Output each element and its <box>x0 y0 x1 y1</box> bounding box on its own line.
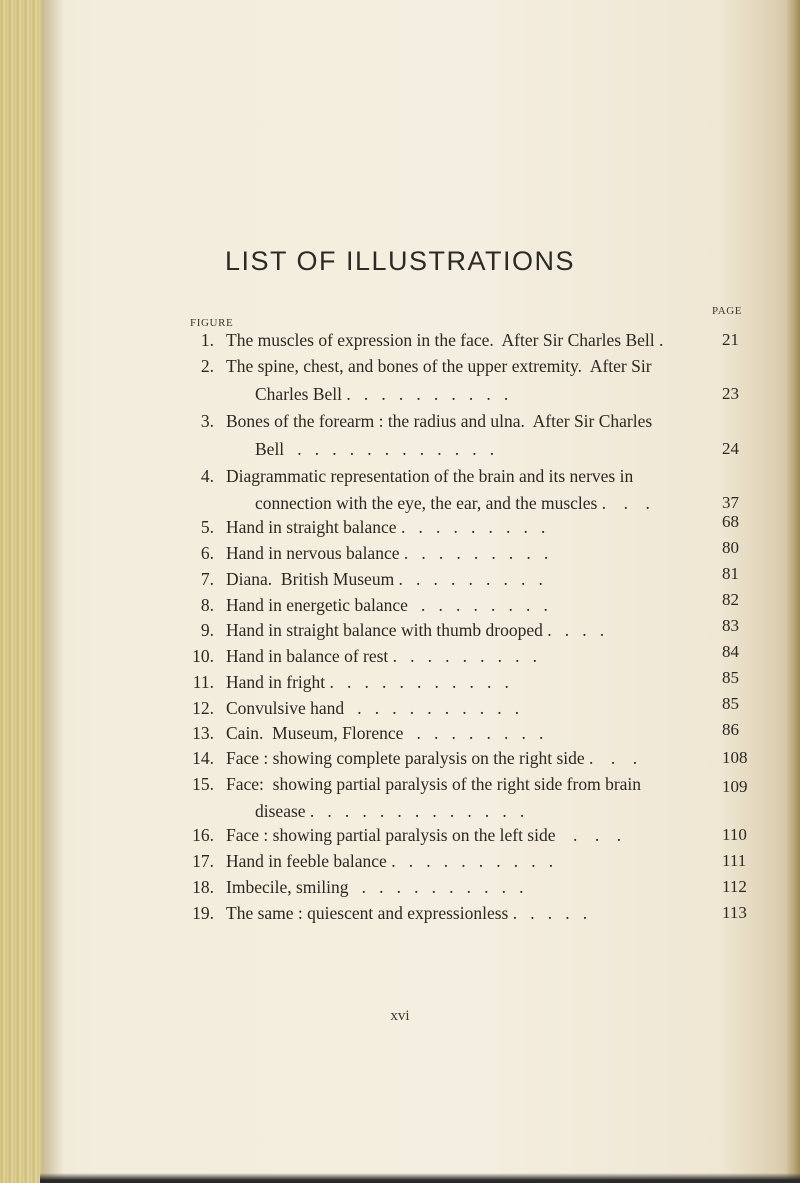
figure-caption: Face : showing partial paralysis on the left side . . . <box>226 825 622 845</box>
page-number: 109 <box>722 777 748 796</box>
figure-caption: Diagrammatic representation of the brain and its nerves in <box>226 466 634 486</box>
page-number: 108 <box>722 748 748 767</box>
figure-caption-continued: Charles Bell . . . . . . . . . . <box>255 384 509 404</box>
figure-number: 1. <box>200 330 214 350</box>
figure-number: 7. <box>200 569 214 589</box>
figure-number: 3. <box>200 411 214 431</box>
figure-number: 9. <box>200 620 214 640</box>
figure-caption: Diana. British Museum . . . . . . . . . <box>226 569 543 589</box>
page-number: 80 <box>722 538 739 557</box>
page-number: 113 <box>722 903 747 922</box>
figure-number: 13. <box>192 723 214 743</box>
figure-number: 19. <box>192 903 214 923</box>
figure-number: 4. <box>200 466 214 486</box>
page-folio: xvi <box>390 1008 410 1024</box>
page-number: 83 <box>722 616 739 635</box>
page-edge-bottom <box>40 1173 800 1183</box>
page-title: LIST OF ILLUSTRATIONS <box>224 246 576 276</box>
page-number: 84 <box>722 642 739 661</box>
page-number: 85 <box>722 668 739 687</box>
figure-number: 15. <box>192 774 214 794</box>
page-column-header: PAGE <box>712 305 743 317</box>
page-number: 82 <box>722 590 739 609</box>
figure-caption-continued: Bell . . . . . . . . . . . . <box>255 439 495 459</box>
figure-caption: Face : showing complete paralysis on the right side . . . <box>226 748 638 768</box>
page-number: 68 <box>722 512 739 531</box>
figure-caption: Hand in feeble balance . . . . . . . . . . <box>226 851 554 871</box>
page-number: 86 <box>722 720 739 739</box>
page-number: 111 <box>722 851 747 870</box>
figure-number: 11. <box>192 672 214 692</box>
figure-caption: The spine, chest, and bones of the upper extremity. After Sir <box>226 356 652 376</box>
figure-number: 8. <box>200 595 214 615</box>
page-number: 37 <box>722 493 739 512</box>
figure-caption: Bones of the forearm : the radius and ulna. After Sir Charles <box>226 411 653 431</box>
figure-caption: Hand in straight balance . . . . . . . . . <box>226 517 546 537</box>
figure-number: 18. <box>192 877 214 897</box>
figure-caption-continued: disease . . . . . . . . . . . . . <box>255 801 525 821</box>
figure-number: 14. <box>192 748 214 768</box>
figure-number: 16. <box>192 825 214 845</box>
page-number: 24 <box>722 439 739 458</box>
figure-caption-continued: connection with the eye, the ear, and the muscles . . . <box>255 493 650 513</box>
page-number: 112 <box>722 877 747 896</box>
figure-caption: Imbecile, smiling . . . . . . . . . . <box>226 877 524 897</box>
page-edge-right <box>786 0 800 1183</box>
figure-caption: Hand in fright . . . . . . . . . . . <box>226 672 509 692</box>
page-number: 110 <box>722 825 747 844</box>
figure-caption: Convulsive hand . . . . . . . . . . <box>226 698 520 718</box>
figure-caption: Hand in straight balance with thumb drooped . . . . <box>226 620 605 640</box>
figure-number: 17. <box>192 851 214 871</box>
binding-shadow <box>42 0 64 1183</box>
figure-caption: The same : quiescent and expressionless . . . . . <box>226 903 588 923</box>
page-number: 21 <box>722 330 739 349</box>
figure-caption: The muscles of expression in the face. After Sir Charles Bell . <box>226 330 664 350</box>
book-binding <box>0 0 42 1183</box>
figure-caption: Hand in nervous balance . . . . . . . . . <box>226 543 549 563</box>
figure-caption: Hand in energetic balance . . . . . . . . <box>226 595 548 615</box>
figure-number: 10. <box>192 646 214 666</box>
page-number: 23 <box>722 384 739 403</box>
figure-caption: Hand in balance of rest . . . . . . . . . <box>226 646 538 666</box>
figure-number: 5. <box>200 517 214 537</box>
figure-number: 6. <box>200 543 214 563</box>
page-number: 81 <box>722 564 739 583</box>
figure-number: 12. <box>192 698 214 718</box>
figure-number: 2. <box>200 356 214 376</box>
page-number: 85 <box>722 694 739 713</box>
figure-caption: Cain. Museum, Florence . . . . . . . . <box>226 723 544 743</box>
figure-column-header: FIGURE <box>190 317 234 329</box>
figure-caption: Face: showing partial paralysis of the right side from brain <box>226 774 642 794</box>
